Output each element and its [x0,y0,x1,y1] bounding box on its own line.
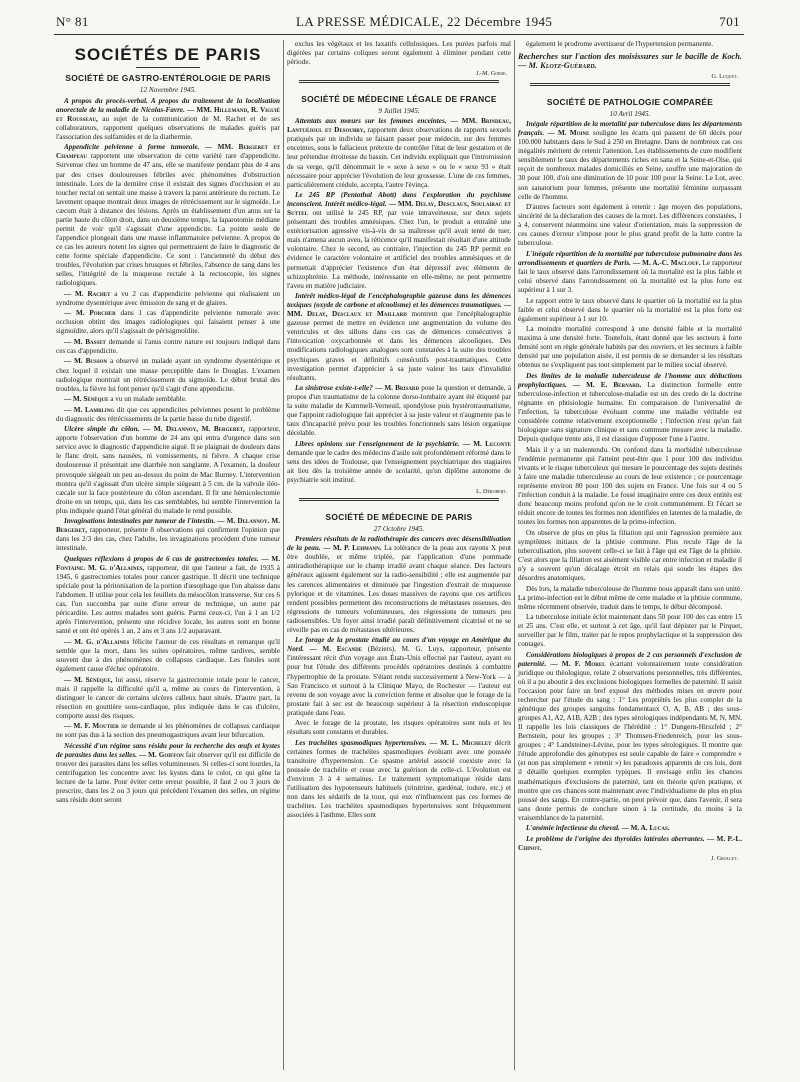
section-rule [530,85,730,86]
paragraph: Le rapport entre le taux observé dans le quartier où la mortalité est la plus faible et celui observé dans le quartier où la mortalité est la plus forte est également supérieur à 1 sur 10. [518,296,742,323]
paragraph: Mais il y a un malentendu. On confond dans la morbidité tuberculeuse l'endémie permanente qui l'atteint peut-être que 1 pour 100 des individus vivants et le risque tuberculeux qui mesure le pourcentage des sujets destinés à faire une maladie tuberculeuse au cours de leur existence ; ce pourcentage représente environ 80 pour 100 des sujets en France. Une fois sur 4 ou 5 l'infection conduit à la maladie. Le fossé imaginaire entre ces deux entités est donc beaucoup moins profond qu'on ne le croit communément. Et l'écart se réduit encore de toutes les formes non identifiées en latentes de la maladie, de toutes les formes non apparentes de la primo-infection. [518,445,742,527]
session-date: 10 Avril 1945. [609,109,651,118]
session-date: 27 Octobre 1945. [373,524,425,533]
article: Libres opinions sur l'enseignement de la psychiatrie. — M. Leconte demande que le cadre des médecins d'asile soit profondément réformé dans le sens des idées de Toulouse, que l'enseignement psychiatrique des stagiaires ait lieu dès la troisième année de scolarité, qu'un diplôme autonome de psychiatrie soit institué. [287,439,511,485]
column-divider [514,40,515,1070]
article: Inégale répartition de la mortalité par tuberculose dans les départements français. — M. Moine souligne les écarts qui passent de 60 décès pour 100.000 habitants dans le Sud à 250 en Bretagne. Dans de nombreux cas ces inégalités méritent de retenir l'attention. Les établissements de cure modifient sensiblement le taux des départements riches en sana et la Seine-et-Oise, qui reçoit de nombreux malades domiciliés en Seine, souffre une majoration de 30 pour 100, d'où une diminution de 10 pour 100 pour la Seine. Le Lot, avec son sanatorium pour femmes, présente une mortalité féminine surpassant celle de l'homme. [518,120,742,201]
article: Intérêt médico-légal de l'encéphalographie gazeuse dans les démences toxiques (oxyde de carbone et alcoolisme) et les démences traumatiques. — MM. Delay, Desclaux et Maillard montrent que l'encéphalographie gazeuse permet de mettre en évidence une augmentation du volume des ventricules et des sillons dans ces cas de démences consécutives à l'intoxication oxycarbonnée et dans les démences alcooliques. Des modifications radiologiques analogues sont constatées à la suite des troubles psychiques graves et définitifs consécutifs post-traumatiques. Cette investigation permet d'apprécier à sa juste valeur les taux d'invalidité résultants. [287,292,511,382]
paragraph: La moindre mortalité correspond à une densité faible et la mortalité maxima à une densité forte. Toutefois, étant donné que les secteurs à forte densité sont en règle générale habités par des ouvriers, et les secteurs à faible densité par une population aisée, il est permis de se demander si les résultats obtenus ne s'expliquent pas tout simplement par le milieu social observé. [518,325,742,370]
discussion: — M. Sénèque, lui aussi, réserve la gastrectomie totale pour le cancer, mais il rappelle la difficulté qu'il a, même au cours de l'intervention, à distinguer le cancer de certains ulcères calleux haut situés. D'autre part, la résection en gouttière sous-cardiaque, plus indiquée dans le cas d'ulcère, comporte aussi des risques. [56,675,280,720]
paragraph: La tuberculose initiale éclot maintenant dans 50 pour 100 des cas entre 15 et 25 ans. C'est elle, et surtout à cet âge, qu'il faut dépister par le Pirquet, surveiller par le film, traiter par le repos prophylactique et la suppression des contages. [518,613,742,649]
discussion: — M. F. Moutier se demande si les phénomènes de collapsus cardiaque ne sont pas dus à la section des pneumogastriques avant leur bifurcation. [56,722,280,740]
header-rule [54,34,744,35]
article: Le forage de la prostate étudié au cours d'un voyage en Amérique du Nord. — M. Escande (Béziers). M. G. Luys, rapporteur, présente l'intéressant récit d'un voyage aux États-Unis effectué par l'auteur, ayant eu pour but l'étude des différents procédés opératoires destinés à combattre l'hypertrophie de la prostate. S'étant rendu successivement à New-York — à San Francisco et surtout à la Clinique Mayo, de Rochester — l'auteur est revenu de son voyage avec la conviction ferme et absolue que le forage de la prostate fait à sec est de beaucoup supérieur à la résection endoscopique pratiquée dans l'eau. [287,636,512,717]
page-heading: SOCIÉTÉS DE PARIS [74,45,262,64]
article: Les trachéites spasmodiques hypertensives. — M. L. Michelet décrit certaines formes de trachéites spasmodiques évoluant avec une poussée transitoire d'hypertension. Ce spasme artériel associé coexiste avec la poussée de trachéite et cesse avec la guérison de celle-ci. L'évolution est d'environ 3 à 4 semaines. Le traitement symptomatique réside dans l'utilisation des hypotenseurs habituels (trinitrine, gardénal, iodure, etc.) et non dans les sédatifs de la toux, qui eux n'influencent pas ces formes de trachéites. Les trachéites spasmodiques hypertensives sont fréquemment associées à l'asthme. Elles sont [287,738,512,820]
column-2 [287,40,511,822]
article: Nécessité d'un régime sans résidu pour la recherche des œufs et kystes de parasites dans les selles. — M. Goiffon fait observer qu'il est difficile de trouver des parasites dans les selles volumineuses. Si celles-ci sont lourdes, la centrifugation les concentre avec les kystes dans le culot, ce qui gêne la lecture de la lame. Pour éviter cette erreur possible, il faut 2 ou 3 jours de prescrire, dans les 2 ou 3 jours qui précèdent l'examen des selles, un régime sans résidu dont seront [56,741,281,805]
column-divider [283,40,284,1070]
article: L'anémie infectieuse du cheval. — M. A. Lucas. [526,824,670,833]
journal-title: LA PRESSE MÉDICALE, 22 Décembre 1945 [296,14,553,29]
issue-number: N° 81 [56,14,89,29]
article: Le 245 RP (Pentothal Abott) dans l'exploration du psychisme inconscient. Intérêt médico-légal. — MM. Delay, Desclaux, Soulairac et Suttel ont utilisé le 245 RP, par voie intraveineuse, sur deux sujets présentant des troubles amnésiques. Chez l'un, le produit a entraîné une extériorisation agressive vis-à-vis de sa maîtresse qu'il avait tenté de tuer, mais n'amena aucun aveu, la réticence qu'il manifestait résultait d'une attitude volontaire. Chez le second, au contraire, l'injection du 245 RP permit en évidence le caractère volontaire et artificiel des troubles amnésiques et de permettait d'apprécier l'existence d'un état dépressif avec éléments de schizophrénie. La méthode, intéressante en elle-même, ne peut permettre l'aveu en matière judiciaire. [287,191,512,290]
article: La sinistrose existe-t-elle? — M. Brisard pose la question et demande, à propos d'un traumatisme de la colonne dorso-lombaire ayant été étiqueté par la suite maladie de Kummell-Verneuil, spondylose puis hystérotraumatisme, que l'appoint radiologique fait apprécier à sa juste valeur et n'augmente pas le taux d'incapacité prévu pour les troubles fonctionnels sans lésion organique décelable. [287,384,512,438]
discussion: — M. Rachet a vu 2 cas d'appendicite pelvienne qui réalisaient un syndrome dysentérique avec émission de sang et de glaires. [56,289,280,307]
paragraph: On observe de plus en plus la filiation qui unit l'agression première aux symptômes initiaux de la phtisie commune. Plus recule l'âge de la tuberculisation, plus souvent celle-ci se fait à l'âge qui est l'âge de la phtisie. C'est alors que la filiation est aisément visible car entre infection et maladie il n'y a souvent qu'un décalage étroit en relais qui soude les étapes des désordres anatomiques. [518,528,742,582]
heading-rule [136,67,200,68]
discussion: — M. Sénèque a vu un malade semblable. [64,395,187,404]
session-date: 9 Juillet 1945. [378,106,420,115]
signature: J. Grollet. [711,855,738,863]
society-heading: SOCIÉTÉ DE PATHOLOGIE COMPARÉE [546,96,714,107]
article: Premiers résultats de la radiothérapie des cancers avec désensibilisation de la peau. — M. P. Lehmann. La tolérance de la peau aux rayons X peut être doublée, et même triplée, par l'application d'une pommade antiradiothérapique sur le champ irradié avant chaque séance. Des facteurs généraux agissent également sur la radio-sensibilité ; elle est augmentée par les carences alimentaires et diminuée par l'ingestion d'extrait de muqueuse pylorique et de vitamines. Les doses massives de rayons que ces artifices rendent possibles permettent des reconstructions de métastases osseuses, des régressions de tumeurs volumineuses, des régressions de tumeurs peu radiosensibles. Un foyer ainsi irradié paraît définitivement cicatrisé et ne se réveille pas en cas de métastases ultérieures. [287,535,512,634]
society-heading: SOCIÉTÉ DE MÉDECINE LÉGALE DE FRANCE [301,93,497,104]
signature: J.-M. Gorse. [476,69,507,77]
article: Recherches sur l'action des moisissures sur le bacille de Koch. — M. Klotz-Guérard. [518,52,742,71]
paragraph: Dès lors, la maladie tuberculeuse de l'homme nous apparaît dans son unité. La primo-infection est le début même de cette maladie et la phtisie commune, même récemment observée, traduit dans le temps, le début décomposé. [518,584,742,611]
column-1 [56,40,280,807]
society-heading: SOCIÉTÉ DE GASTRO-ENTÉROLOGIE DE PARIS [65,73,271,84]
society-heading: SOCIÉTÉ DE MÉDECINE DE PARIS [325,511,473,522]
discussion: — M. Porcher dans 1 cas d'appendicite pelvienne tumorale avec occlusion obtint des images radiologiques qui faisaient penser à une sigmoïdite, alors qu'il s'agissait de périsigmoïdite. [56,309,281,336]
article: Attentats aux mœurs sur les femmes enceintes. — MM. Brindeau, Lantuéjoul et Desoubry, rapportent deux observations de rapports sexuels pratiqués par un individu se faisant passer pour médecin, sur des femmes enceintes, sous le fallacieux prétexte de contrôler l'état de leur gestation et de leur prétendue étroitesse du bassin. Cet individu expliquait que l'intromission de sa verge, qu'il dénommait le « sexe à sexe » ou le « sexe 93 » était nécessaire pour apprécier l'évolution de leur grossesse. L'une de ces femmes, particulièrement crédule, accepta, l'autre l'évinça. [287,117,512,189]
article: Quelques réflexions à propos de 6 cas de gastrectomies totales. — M. Fontaine. M. G. d'Allaines, rapporteur, dit que l'auteur a fait, de 1935 à 1945, 6 gastrectomies totales pour cancer gastrique. Il décrit une technique spéciale pour la péritonisation de la portion d'œsophage que l'on abaisse dans l'abdomen. Il utilise pour cela les feuillets du mésocôlon transverse. Sur ces 6 cas, l'un succomba par suite d'une erreur de technique, un autre par péricardite. Les autres malades sont guéris. Parmi ceux-ci, l'un à 1 an 1/2 après l'intervention, présente une récidive locale, les autres sont en bonne santé et ont été opérés 1 an, 2 ans et 3 ans 1/2 auparavant. [56,554,281,636]
article: Invaginations intestinales par tumeur de l'intestin. — M. Delannoy. M. Bergeret, rapporteur, présente 8 observations qui confirment l'opinion que dans les 2/3 des cas, chez l'adulte, les invaginations procèdent d'une tumeur intestinale. [56,517,281,553]
section-rule [530,83,730,84]
page-number: 701 [719,14,740,29]
paragraph: Avec le forage de la prostate, les risques opératoires sont nuls et les résultats sont constants et durables. [287,719,511,737]
section-rule [299,498,499,499]
signature: L. Dérobert. [476,487,507,495]
signature: G. Luquet. [711,72,738,80]
article: A propos du procès-verbal. A propos du traitement de la localisation anorectale de la maladie de Nicolas-Favre. — MM. Hillemand, R. Viguié et Rousseau, au sujet de la communication de M. Rachet et de ses collaborateurs, rapportent quelques observations de malades guéris par l'association des sulfamides et de la diathermie. [56,96,280,141]
article: Considérations biologiques à propos de 2 cas personnels d'exclusion de paternité. — M. F. Morel écartant volontairement toute considération juridique ou théologique, relate 2 observations personnelles, très différentes, où il a pu aboutir à des exclusions biologiques formelles de paternité. Il saisit l'occasion pour faire un bref exposé des méthodes mises en œuvre pour rechercher par l'étude du sang : 1° Les propriétés les plus complet de la génétique des groupes sanguins fondamentaux O, A, B, AB ; des sous-groupes A1, A2, A1B, A2B ; des types sérologiques indépendants M, N, MN. Il rappelle les lois classiques de l'hérédité : 1° Dungern-Hirszfeld ; 2° Bernstein, pour les groupes ; 3° Thomsen-Friedenreich, pour les sous-groupes ; 4° Landsteiner-Lévine, pour les types sérologiques. Il montre que l'étude approfondie des génotypes est seule capable de faire « comprendre » (et non pas simplement « retenir ») les paradoxes apparents de ces lois, dont il détaille quelques exemples typiques. Il envisage enfin les chances mathématiques d'exclusions de paternité, tant en théorie qu'en pratique, et montre que ces chances sont maintenant avec l'individualisme de plus en plus poussé des sangs. En contre-partie, on peut prévoir que, dans l'avenir, il sera sans doute permis de conclure sinon à la certitude, du moins à la vraisemblance de la paternité. [518,650,742,822]
article: Appendicite pelvienne à forme tumorale. — MM. Bergeret et Champeau rapportent une observation de cette variété rare d'appendicite. Survenue chez un homme de 47 ans, elle se manifeste pendant plus de 4 ans par des crises douloureuses fébriles avec phénomènes d'obstruction intestinale. Lors de la dernière crise il existait des signes d'occlusion et au toucher rectal on sentait une masse à travers la paroi antérieure du rectum. Le lavement opaque montrait deux images de rétrécissement sur le sigmoïde. Le cæcum était à distance des lésions. Après un établissement d'un anus sur la partie haute du côlon droit, dans un deuxième temps, la laparotomie médiane permit de voir qu'il s'agissait d'une appendicite. La pointe seule de l'appendice plongeait dans une masse inflammatoire pelvienne. A propos de ce cas les auteurs notent les signes qui permettraient de faire le diagnostic de cette forme spéciale d'appendicite. Ce sont : l'ancienneté du début des troubles, l'évolution par crises brusques et fébriles, l'absence de sang dans les selles, l'intégrité de la muqueuse rectale à la rectoscopie, les signes radiologiques. [56,143,281,288]
section-rule [299,500,499,501]
discussion: — M. Basset demande si l'anus contre nature est toujours indiqué dans ces cas d'appendicite. [56,337,281,355]
paragraph: D'autres facteurs sont également à retenir : âge moyen des populations, sincérité de la déclaration des causes de la mort. Les différences constatées, 1 à 4, conservent néanmoins une valeur d'orientation, mais la suppression de ces causes d'erreur s'impose pour le plus grand profit de la lutte contre la tuberculose. [518,203,742,248]
continued-text: exclus les végétaux et les laxatifs cellulosiques. Les purées parfois mal digérées par certains coliques seront également à éliminer pendant cette période. [287,40,511,67]
discussion: — M. G. d'Allaines félicite l'auteur de ces résultats et remarque qu'il semble que la mort, dans les suites opératoires, même tardives, semble souvent due à des phénomènes de collapsus cardiaque. Les fistules sont également cause d'échec opératoire. [56,637,280,673]
article: Le problème de l'origine des thyroïdes latérales aberrantes. — M. P.-L. Chinot. [518,834,742,852]
continued-text: également le prodrome avertisseur de l'hypertension permanente. [526,40,714,48]
discussion: — M. Busson a observé un malade ayant un syndrome dysentérique et chez lequel il existait une masse perceptible dans le Douglas. L'examen radiologique montrait un rétrécissement du sigmoïde. Le début brutal des troubles, la fièvre lui font penser qu'il s'agit d'une appendicite. [56,357,280,393]
section-rule [299,80,499,81]
section-rule [299,82,499,83]
article: Des limites de la maladie tuberculeuse de l'homme aux déductions prophylactiques. — M. E. Bernard. La distinction formelle entre tuberculose-infection et tuberculose-maladie est un des credo de la doctrine régnante en phtisiologie humaine. En comparaison de l'universalité de l'infection, la tuberculose évoluant comme une maladie véritable est considérée comme relativement exceptionnelle ; l'infection n'est qu'un fait biologique sans signature clinique et sans commune mesure avec la maladie. Depuis quelque trente ans, il est classique d'opposer l'une à l'autre. [518,371,743,444]
running-header [56,14,740,30]
article: L'inégale répartition de la mortalité par tuberculose pulmonaire dans les arrondissements et quartiers de Paris. — M. A.-C. Maclouf. Le rapporteur fait le taux observé dans l'arrondissement où la mortalité est la plus faible et celui observé dans l'arrondissement où la mortalité est la plus forte est supérieur à 1 sur 3. [518,249,743,295]
column-3 [518,40,742,865]
session-date: 12 Novembre 1945. [139,86,197,95]
discussion: — M. Lambling dit que ces appendicites pelviennes posent le problème du diagnostic des rétrécissements de la partie basse du tube digestif. [56,405,280,423]
article: Ulcère simple du côlon. — M. Delannoy, M. Bergeret, rapporteur, apporte l'observation d'un homme de 24 ans qui entra d'urgence dans son service avec le diagnostic d'appendicite aiguë. Il se plaignait de douleurs dans le flanc droit, sans nausées, ni vomissements, ni fièvre. A chaque crise douloureuse il présentait une diarrhée non sanglante. A l'examen, la douleur provoquée siégeait un peu au-dessus du point de Mac Burney. L'intervention montra qu'il s'agissait d'un ulcère simple siégeant à 5 cm. de la valvule iléo-cæcale sur la face postérieure du côlon ascendant. Il fit une hémicolectomie droite en un temps, qui, dans les cas semblables, lui semble l'intervention la plus indiquée quand l'état général du malade le rend possible. [56,425,281,515]
